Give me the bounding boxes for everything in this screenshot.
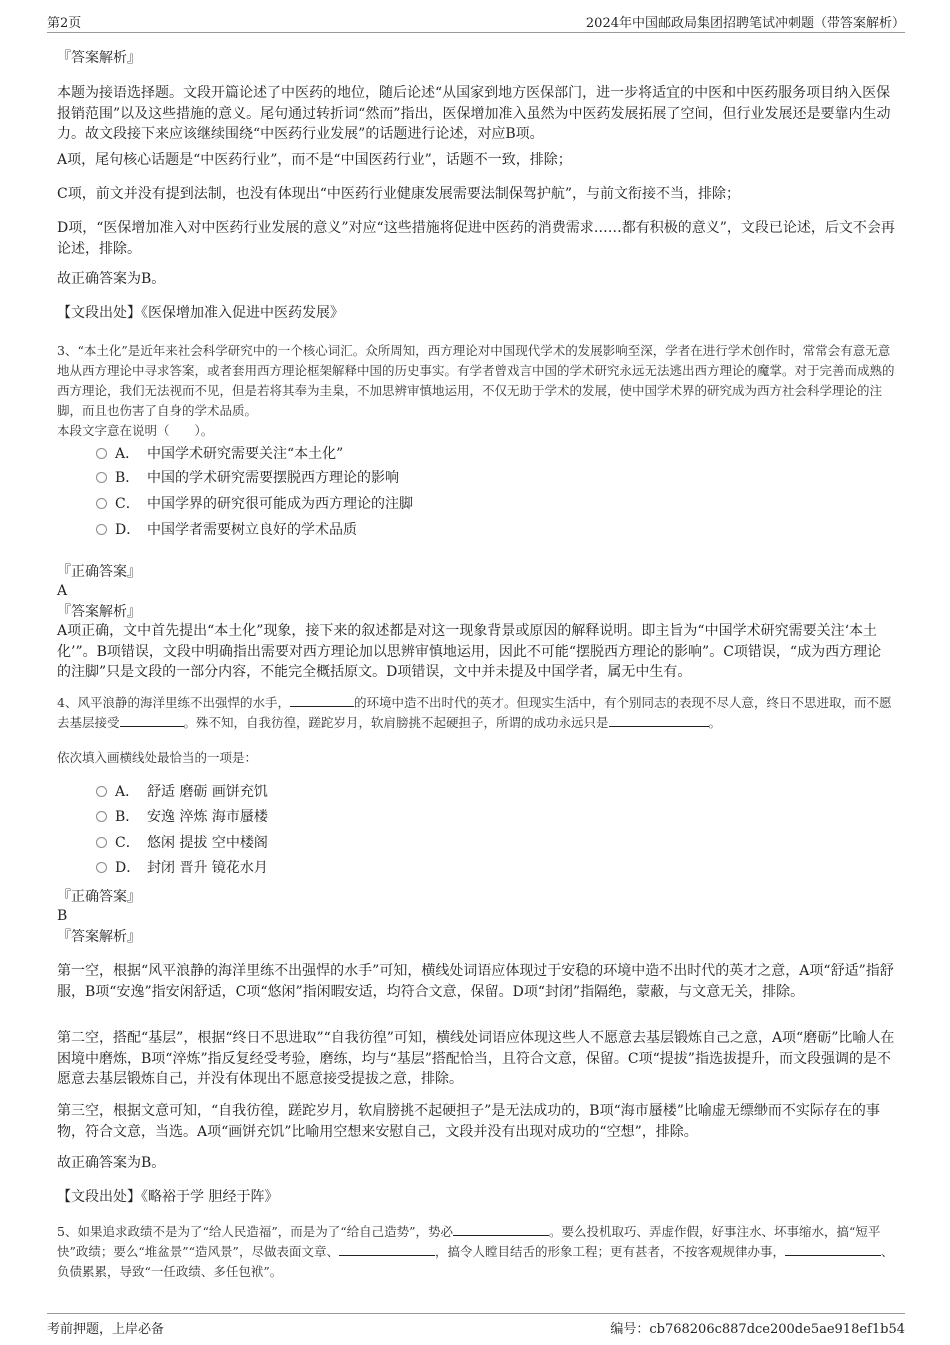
q2-analysis-option-d: D项，“医保增加准入对中医药行业发展的意义”对应“这些措施将促进中医药的消费需求……都有积极的意义”，文段已论述，后文不会再论述，排除。 [57,220,895,257]
option-letter: B． [115,809,140,825]
option-text: 中国的学术研究需要摆脱西方理论的影响 [147,470,399,486]
q5-stem-part: 5、如果追求政绩不是为了“给人民造福”，而是为了“给自己造势”，势必 [57,1224,454,1239]
q4-option-c[interactable] [96,832,268,854]
q3-analysis: A项正确，文中首先提出“本土化”现象，接下来的叙述都是对这一现象背景或原因的解释说明。即主旨为“中国学术研究需要关注‘本土化’”。B项错误，文段中明确指出需要对西方理论加以思辨审慎地运用，因此不可能“摆脱西方理论的影响”。C项错误，“成为西方理论的注脚”只是文段的一部分内容，不能完全概括原文。D项错误，文中并未提及中国学者，属无中生有。 [57,623,882,680]
radio-icon[interactable] [96,862,107,873]
q3-ask: 本段文字意在说明（ ）。 [57,423,214,438]
q2-analysis-paragraph: 本题为接语选择题。文段开篇论述了中医药的地位，随后论述“从国家到地方医保部门，进一步将适宜的中医和中医药服务项目纳入医保报销范围”以及这些措施的意义。尾句通过转折词“然而”指出，医保增加准入虽然为中医药发展拓展了空间，但行业发展还是要靠内生动力。故文段接下来应该继续围绕“中医药行业发展”的话题进行论述，对应B项。 [57,85,891,142]
document-id: 编号：cb768206c887dce200de5ae918ef1b54 [610,1322,905,1337]
page-number: 第2页 [47,16,82,31]
q5-stem [57,1222,898,1282]
q4-correct-label: 『正确答案』 [57,889,141,905]
q4-stem-part: 。 [708,715,722,730]
q2-analysis-label: 『答案解析』 [57,50,141,66]
q4-conclusion: 故正确答案为B。 [57,1155,166,1171]
q4-option-a[interactable] [96,781,268,803]
footer-slogan: 考前押题，上岸必备 [47,1322,165,1337]
q3-option-d[interactable] [96,519,357,541]
option-text: 封闭 晋升 镜花水月 [147,860,268,876]
q4-stem-part: 4、风平浪静的海洋里练不出强悍的水手， [57,695,290,710]
q4-source: 【文段出处】《略裕于学 胆经于阵》 [57,1189,279,1205]
q3-option-a[interactable] [96,443,343,465]
q3-option-b[interactable] [96,467,399,489]
page-footer [47,1313,905,1338]
option-text: 安逸 淬炼 海市蜃楼 [147,809,268,825]
q3-stem: 3、“本土化”是近年来社会科学研究中的一个核心词汇。众所周知，西方理论对中国现代学术的发展影响至深，学者在进行学术创作时，常常会有意无意地从西方理论中寻求答案，或者套用西方理论框架解释中国的历史事实。有学者曾戏言中国的学术研究永远无法逃出西方理论的魔掌。对于完善而成熟的西方理论，我们无法视而不见，但是若将其奉为圭臬，不加思辨审慎地运用，不仅无助于学术的发展，使中国学术界的研究成为西方社会科学理论的注脚，而且也伤害了自身的学术品质。 [57,343,895,418]
q2-source: 【文段出处】《医保增加准入促进中医药发展》 [57,305,344,321]
q3-correct-label: 『正确答案』 [57,564,141,580]
option-letter: D． [115,860,141,876]
radio-icon[interactable] [96,837,107,848]
option-letter: D． [115,522,141,538]
q4-analysis-blank-2: 第二空，搭配“基层”，根据“终日不思进取”“自我彷徨”可知，横线处词语应体现这些人不愿意去基层锻炼自己之意，A项“磨砺”比喻人在困境中磨炼，B项“淬炼”指反复经受考验，磨练，均与“基层”搭配恰当，且符合文意，保留。C项“提拔”指选拔提升，而文段强调的是不愿意去基层锻炼自己，并没有体现出不愿意接受提拔之意，排除。 [57,1030,895,1087]
q4-stem-part: 的环境中造不出时代的英才。但现实生活中，有个别同志的表现不尽人意，终日不思进取，而不愿去基层接受 [57,695,892,730]
option-letter: A． [115,446,140,462]
fill-blank-3 [609,714,709,727]
q3-correct-answer: A [57,583,68,599]
q5-stem-part: 、负债累累，导致“一任政绩、多任包袱”。 [57,1244,894,1279]
q4-analysis-blank-1: 第一空，根据“风平浪静的海洋里练不出强悍的水手”可知，横线处词语应体现过于安稳的环境中造不出时代的英才之意，A项“舒适”指舒服，B项“安逸”指安闲舒适，C项“悠闲”指闲暇安适，均符合文意，保留。D项“封闭”指隔绝，蒙蔽，与文意无关，排除。 [57,963,894,1000]
q4-stem [57,693,898,733]
option-text: 中国学术研究需要关注“本土化” [147,446,344,462]
radio-icon[interactable] [96,811,107,822]
q5-stem-part: ，搞令人瞠目结舌的形象工程；更有甚者，不按客观规律办事， [434,1244,785,1259]
page-header [47,12,905,33]
fill-blank-1 [290,694,354,707]
fill-blank-1 [453,1223,549,1236]
option-letter: C． [115,496,140,512]
q5-stem-part: 。要么投机取巧、弄虚作假，好事注水、坏事缩水，搞“短平快”政绩；要么“堆盆景”“造风景”，尽做表面文章、 [57,1224,881,1259]
radio-icon[interactable] [96,524,107,535]
q2-analysis-option-c: C项，前文并没有提到法制，也没有体现出“中医药行业健康发展需要法制保驾护航”，与前文衔接不当，排除； [57,186,741,202]
radio-icon[interactable] [96,498,107,509]
option-letter: C． [115,835,140,851]
radio-icon[interactable] [96,472,107,483]
q4-ask: 依次填入画横线处最恰当的一项是： [57,750,258,765]
fill-blank-2 [120,714,184,727]
option-text: 中国学界的研究很可能成为西方理论的注脚 [147,496,413,512]
radio-icon[interactable] [96,448,107,459]
radio-icon[interactable] [96,786,107,797]
q4-correct-answer: B [57,908,68,924]
q4-option-d[interactable] [96,857,268,879]
q4-analysis-blank-3: 第三空，根据文意可知，“自我彷徨，蹉跎岁月，软肩膀挑不起硬担子”是无法成功的，B项“海市蜃楼”比喻虚无缥缈而不实际存在的事物，符合文意，当选。A项“画饼充饥”比喻用空想来安慰自己，文段并没有出现对成功的“空想”，排除。 [57,1103,880,1140]
q3-analysis-label: 『答案解析』 [57,604,141,620]
q2-conclusion: 故正确答案为B。 [57,271,166,287]
q4-stem-part: 。殊不知，自我彷徨，蹉跎岁月，软肩膀挑不起硬担子，所谓的成功永远只是 [183,715,609,730]
option-text: 舒适 磨砺 画饼充饥 [147,784,268,800]
fill-blank-2 [339,1243,435,1256]
q3-option-c[interactable] [96,493,413,515]
q2-analysis-option-a: A项，尾句核心话题是“中医药行业”，而不是“中国医药行业”，话题不一致，排除； [57,152,572,168]
option-text: 中国学者需要树立良好的学术品质 [147,522,357,538]
option-text: 悠闲 提拔 空中楼阁 [147,835,268,851]
option-letter: B． [115,470,140,486]
document-title: 2024年中国邮政局集团招聘笔试冲刺题（带答案解析） [585,16,905,31]
q4-analysis-label: 『答案解析』 [57,929,141,945]
option-letter: A． [115,784,140,800]
q4-option-b[interactable] [96,806,268,828]
fill-blank-3 [785,1243,881,1256]
